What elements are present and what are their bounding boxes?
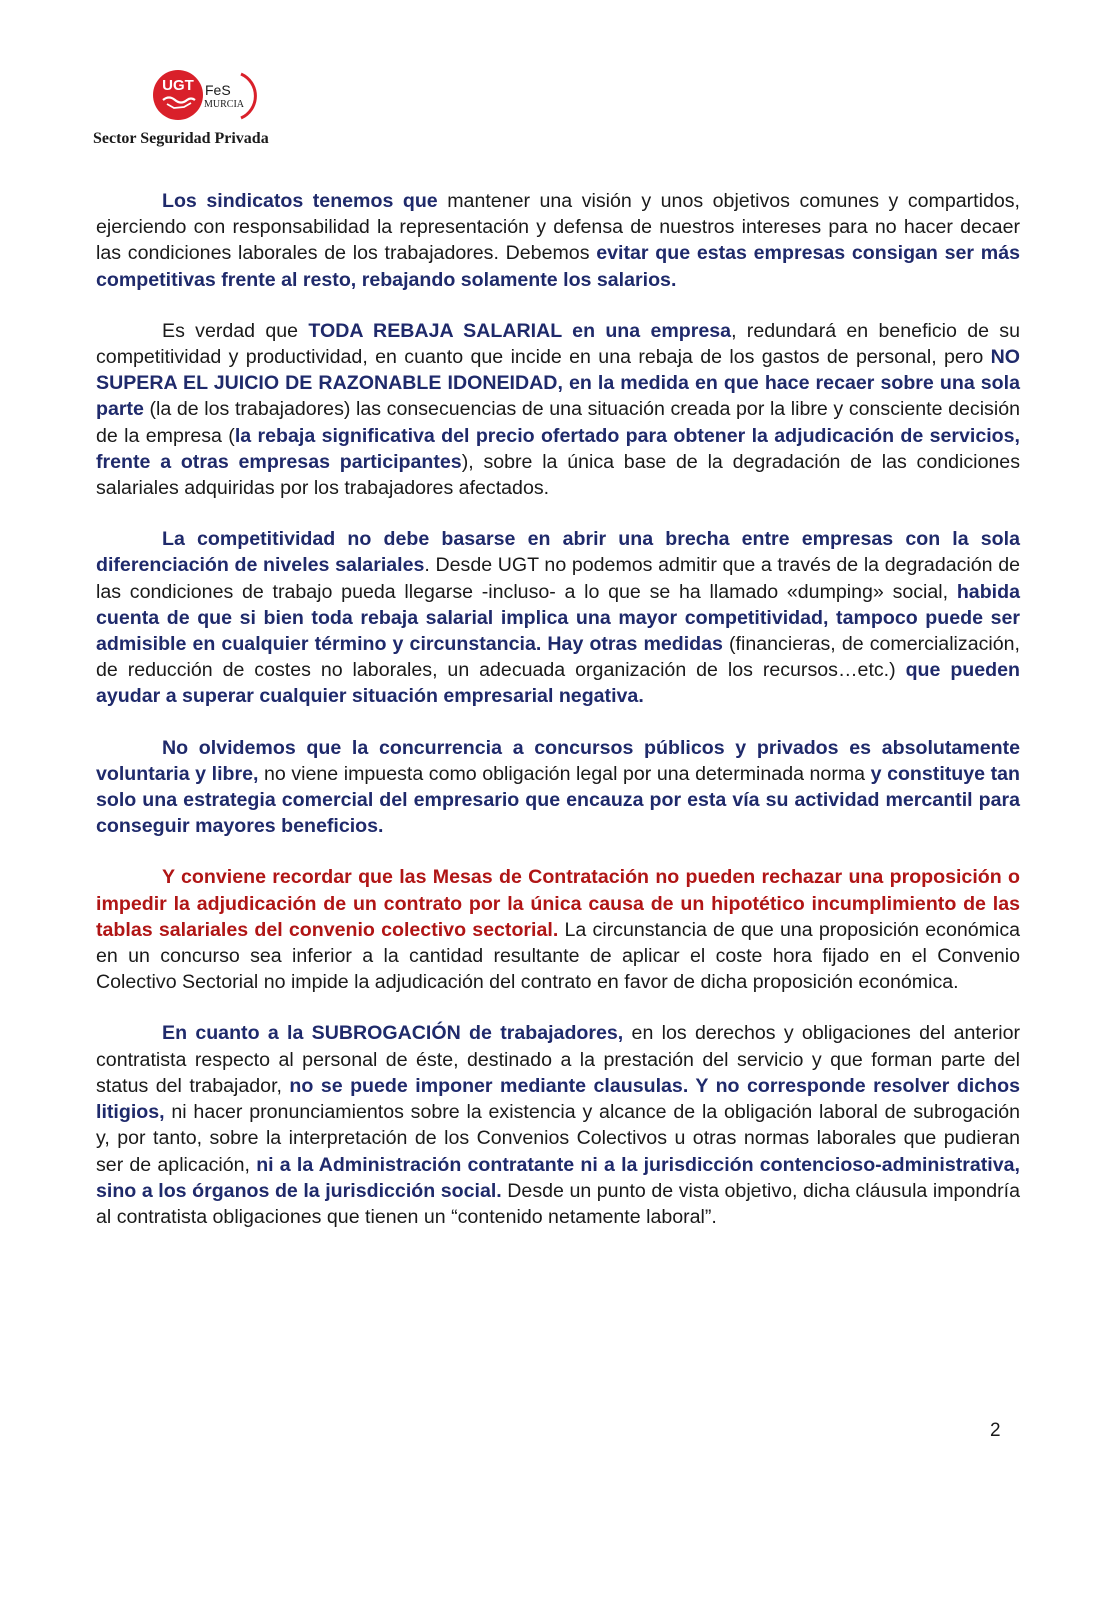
emphasis-text: La competitividad no debe basarse en abrir una brecha entre empresas con la sola diferenciación de niveles salariales xyxy=(96,528,1020,577)
paragraph-3 xyxy=(96,526,1020,709)
body-text: en los derechos y obligaciones del anterior contratista respecto al personal de éste, destinado a la prestación del servicio y que forman parte del status del trabajador, xyxy=(96,1022,1021,1097)
ugt-fes-murcia-logo xyxy=(149,66,269,124)
paragraph-1 xyxy=(96,188,1020,293)
letterhead xyxy=(93,66,413,156)
paragraph-6 xyxy=(96,1020,1020,1230)
emphasis-text: Los sindicatos tenemos que xyxy=(162,190,438,212)
body-text: ), sobre la única base de la degradación de las condiciones salariales adquiridas por los trabajadores afectados. xyxy=(96,450,1021,500)
ugt-logo-text: UGT xyxy=(162,77,194,94)
body-text: . Desde UGT no podemos admitir que a través de la degradación de las condiciones de trabajo pueda llegarse -incluso- a lo que se ha llamado «dumping» social, xyxy=(96,554,1020,603)
emphasis-text: y constituye tan solo una estrategia comercial del empresario que encauza por esta vía su actividad mercantil para conseguir mayores beneficios. xyxy=(96,762,1020,838)
body-text: mantener una visión y unos objetivos comunes y compartidos, ejerciendo con responsabilidad la representación y defensa de nuestros intereses para no hacer decaer las condiciones laborales de los trabajadores. Debemos xyxy=(96,190,1020,265)
emphasis-text: En cuanto a la SUBROGACIÓN de trabajadores, xyxy=(162,1022,624,1045)
emphasis-text: NO SUPERA EL JUICIO DE RAZONABLE IDONEIDAD, en la medida en que hace recaer sobre una sola parte xyxy=(96,346,1020,421)
paragraph-2 xyxy=(96,318,1020,501)
fes-text: FeS xyxy=(205,82,231,98)
body-text: Es verdad que xyxy=(162,319,309,342)
emphasis-text: la rebaja significativa del precio ofertado para obtener la adjudicación de servicios, frente a otras empresas participantes xyxy=(96,424,1020,473)
body-text: Desde un punto de vista objetivo, dicha cláusula impondría al contratista obligaciones que tienen un “contenido netamente laboral”. xyxy=(96,1179,1020,1228)
emphasis-text: que pueden ayudar a superar cualquier situación empresarial negativa. xyxy=(96,659,1020,708)
body-text: La circunstancia de que una proposición económica en un concurso sea inferior a la cantidad resultante de aplicar el coste hora fijado en el Convenio Colectivo Sectorial no impide la adjudicación del contrato en favor de dicha proposición económica. xyxy=(96,918,1021,994)
emphasis-text: ni a la Administración contratante ni a la jurisdicción contencioso-administrativa, sino a los órganos de la jurisdicción social. xyxy=(96,1153,1020,1202)
emphasis-text: evitar que estas empresas consigan ser más competitivas frente al resto, rebajando solamente los salarios. xyxy=(96,242,1020,291)
body-text: ni hacer pronunciamientos sobre la existencia y alcance de la obligación laboral de subrogación y, por tanto, sobre la interpretación de los Convenios Colectivos u otras normas laborales que pudieran ser de aplicación, xyxy=(96,1101,1020,1176)
emphasis-text: No olvidemos que la concurrencia a concursos públicos y privados es absolutamente voluntaria y libre, xyxy=(96,736,1020,785)
page-number: 2 xyxy=(990,1420,1001,1441)
body-text: , redundará en beneficio de su competitividad y productividad, en cuanto que incide en una rebaja de los gastos de personal, pero xyxy=(96,319,1020,369)
emphasis-text: no se puede imponer mediante clausulas. Y no corresponde resolver dichos litigios, xyxy=(96,1074,1020,1124)
sector-title: Sector Seguridad Privada xyxy=(93,130,269,147)
document-body xyxy=(96,188,1020,1255)
paragraph-5 xyxy=(96,864,1020,995)
body-text: no viene impuesta como obligación legal por una determinada norma xyxy=(258,762,871,785)
body-text: (financieras, de comercialización, de reducción de costes no laborales, un adecuada organización de los recursos…etc.) xyxy=(96,633,1020,682)
murcia-text: MURCIA xyxy=(204,99,245,110)
emphasis-text: TODA REBAJA SALARIAL en una empresa xyxy=(308,319,732,342)
emphasis-text: Y conviene recordar que las Mesas de Contratación no pueden rechazar una proposición o impedir la adjudicación de un contrato por la única causa de un hipotético incumplimiento de las tablas salariales del convenio colectivo sectorial. xyxy=(96,866,1020,941)
logo-arc xyxy=(241,74,255,118)
body-text: (la de los trabajadores) las consecuencias de una situación creada por la libre y consciente decisión de la empresa ( xyxy=(96,398,1020,447)
emphasis-text: habida cuenta de que si bien toda rebaja salarial implica una mayor competitividad, tampoco puede ser admisible en cualquier término y circunstancia. Hay otras medidas xyxy=(96,580,1020,656)
paragraph-4 xyxy=(96,735,1020,840)
